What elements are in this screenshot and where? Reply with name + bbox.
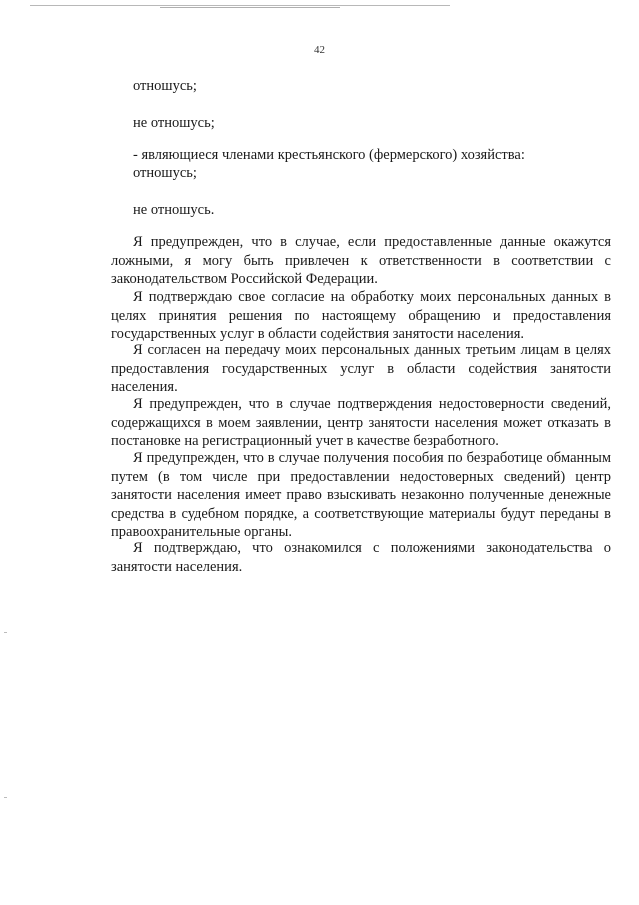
scan-edge-mark [4, 797, 7, 798]
paragraph-fraud-warning: Я предупрежден, что в случае получения пособия по безработице обманным путем (в том числе при предоставлении недостоверных сведений) центр занятости населения имеет право взыскивать незаконно полученные денежные средства в судебном порядке, а соответствующие материалы будут переданы в правоохранительные органы. [111, 450, 611, 541]
option-belong: отношусь; [133, 78, 197, 94]
option-category-farm-members: - являющиеся членами крестьянского (фермерского) хозяйства: [133, 147, 525, 163]
paragraph-third-party-transfer: Я согласен на передачу моих персональных данных третьим лицам в целях предоставления государственных услуг в области содействия занятости населения. [111, 342, 611, 396]
paragraph-unreliable-info-warning: Я предупрежден, что в случае подтверждения недостоверности сведений, содержащихся в моем заявлении, центр занятости населения может отказать в постановке на регистрационный учет в качестве безработного. [111, 396, 611, 450]
scan-top-rule-dark [160, 7, 340, 8]
paragraph-false-data-warning: Я предупрежден, что в случае, если предоставленные данные окажутся ложными, я могу быть привлечен к ответственности в соответствии с законодательством Российской Федерации. [111, 234, 611, 288]
option-not-belong: не отношусь; [133, 115, 215, 131]
scan-top-rule [30, 5, 450, 6]
scan-edge-mark [4, 632, 7, 633]
paragraph-personal-data-consent: Я подтверждаю свое согласие на обработку моих персональных данных в целях принятия решения по настоящему обращению и предоставления государственных услуг в области содействия занятости населения. [111, 289, 611, 343]
option-not-belong-farm: не отношусь. [133, 202, 215, 218]
option-belong-farm: отношусь; [133, 165, 197, 181]
paragraph-law-acknowledgement: Я подтверждаю, что ознакомился с положениями законодательства о занятости населения. [111, 540, 611, 575]
page-number: 42 [314, 44, 325, 56]
